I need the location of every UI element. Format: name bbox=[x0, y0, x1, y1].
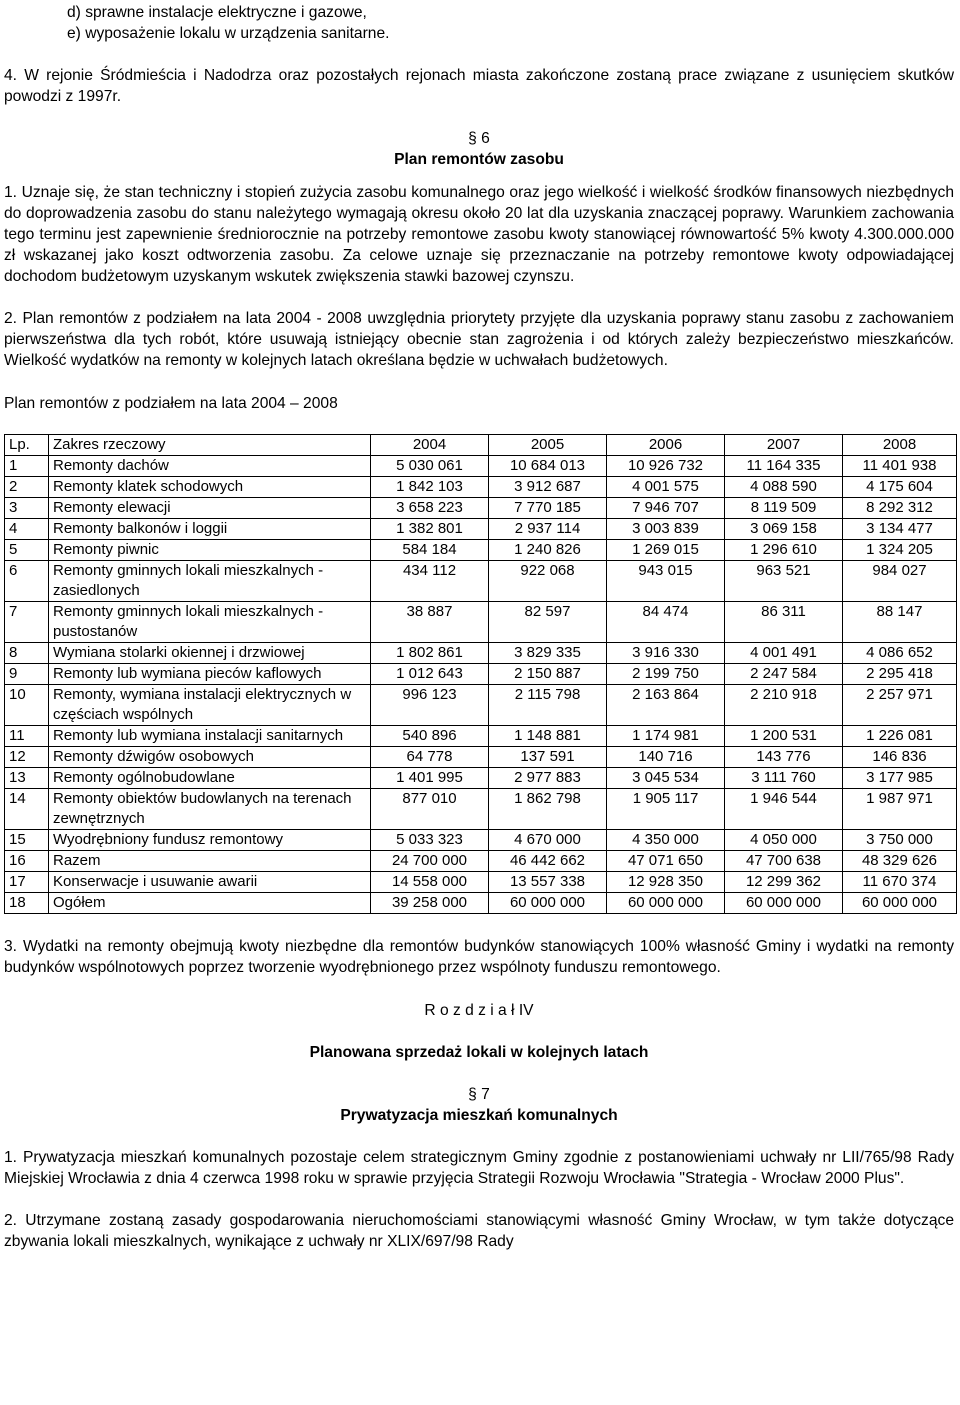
amount-cell: 4 670 000 bbox=[489, 830, 607, 851]
scope-cell: Konserwacje i usuwanie awarii bbox=[49, 872, 371, 893]
amount-cell: 24 700 000 bbox=[371, 851, 489, 872]
row-number-cell: 10 bbox=[5, 685, 49, 726]
document-page bbox=[4, 0, 954, 1252]
amount-cell: 4 050 000 bbox=[725, 830, 843, 851]
amount-cell: 5 033 323 bbox=[371, 830, 489, 851]
chapter-title: Planowana sprzedaż lokali w kolejnych latach bbox=[309, 1044, 649, 1061]
amount-cell: 60 000 000 bbox=[725, 893, 843, 914]
amount-cell: 64 778 bbox=[371, 747, 489, 768]
amount-cell: 2 210 918 bbox=[725, 685, 843, 726]
paragraph-4: 4. W rejonie Śródmieścia i Nadodrza oraz pozostałych rejonach miasta zakończone zostaną prace związane z usunięciem skutków powodzi z 1997r. bbox=[4, 67, 954, 105]
amount-cell: 84 474 bbox=[607, 602, 725, 643]
section-6-paragraph-3: 3. Wydatki na remonty obejmują kwoty niezbędne dla remontów budynków stanowiących 100% własność Gminy i wydatki na remonty budynków wspólnotowych poprzez tworzenie wyodrębnionego przez wspólnoty funduszu remontowego. bbox=[4, 938, 954, 976]
table-row bbox=[5, 664, 957, 685]
chapter-heading: R o z d z i a ł IV bbox=[424, 1002, 534, 1019]
scope-cell: Remonty dachów bbox=[49, 456, 371, 477]
amount-cell: 1 862 798 bbox=[489, 789, 607, 830]
amount-cell: 146 836 bbox=[843, 747, 957, 768]
scope-cell: Remonty, wymiana instalacji elektrycznych w częściach wspólnych bbox=[49, 685, 371, 726]
scope-cell: Ogółem bbox=[49, 893, 371, 914]
amount-cell: 7 946 707 bbox=[607, 498, 725, 519]
amount-cell: 47 071 650 bbox=[607, 851, 725, 872]
row-number-cell: 7 bbox=[5, 602, 49, 643]
amount-cell: 1 296 610 bbox=[725, 540, 843, 561]
row-number-cell: 12 bbox=[5, 747, 49, 768]
table-row bbox=[5, 685, 957, 726]
table-header-row bbox=[5, 435, 957, 456]
row-number-cell: 14 bbox=[5, 789, 49, 830]
row-number-cell: 5 bbox=[5, 540, 49, 561]
table-body bbox=[5, 456, 957, 914]
amount-cell: 12 299 362 bbox=[725, 872, 843, 893]
amount-cell: 2 115 798 bbox=[489, 685, 607, 726]
amount-cell: 39 258 000 bbox=[371, 893, 489, 914]
row-number-cell: 15 bbox=[5, 830, 49, 851]
row-number-cell: 9 bbox=[5, 664, 49, 685]
amount-cell: 2 977 883 bbox=[489, 768, 607, 789]
section-7-paragraph-2: 2. Utrzymane zostaną zasady gospodarowania nieruchomościami stanowiącymi własność Gminy Wrocław, w tym także dotyczące zbywania lokali mieszkalnych, wynikające z uchwały nr XLIX/697/98 Rady bbox=[4, 1212, 954, 1250]
amount-cell: 963 521 bbox=[725, 561, 843, 602]
amount-cell: 140 716 bbox=[607, 747, 725, 768]
amount-cell: 3 658 223 bbox=[371, 498, 489, 519]
scope-cell: Remonty gminnych lokali mieszkalnych - pustostanów bbox=[49, 602, 371, 643]
table-row bbox=[5, 851, 957, 872]
amount-cell: 143 776 bbox=[725, 747, 843, 768]
row-number-cell: 8 bbox=[5, 643, 49, 664]
table-row bbox=[5, 726, 957, 747]
amount-cell: 10 684 013 bbox=[489, 456, 607, 477]
row-number-cell: 16 bbox=[5, 851, 49, 872]
amount-cell: 3 829 335 bbox=[489, 643, 607, 664]
amount-cell: 1 401 995 bbox=[371, 768, 489, 789]
header-year: 2006 bbox=[607, 435, 725, 456]
amount-cell: 3 916 330 bbox=[607, 643, 725, 664]
amount-cell: 60 000 000 bbox=[489, 893, 607, 914]
scope-cell: Remonty balkonów i loggii bbox=[49, 519, 371, 540]
scope-cell: Wymiana stolarki okiennej i drzwiowej bbox=[49, 643, 371, 664]
table-row bbox=[5, 747, 957, 768]
amount-cell: 13 557 338 bbox=[489, 872, 607, 893]
scope-cell: Remonty lub wymiana instalacji sanitarnych bbox=[49, 726, 371, 747]
amount-cell: 11 164 335 bbox=[725, 456, 843, 477]
amount-cell: 47 700 638 bbox=[725, 851, 843, 872]
scope-cell: Remonty gminnych lokali mieszkalnych - zasiedlonych bbox=[49, 561, 371, 602]
row-number-cell: 17 bbox=[5, 872, 49, 893]
header-year: 2008 bbox=[843, 435, 957, 456]
table-row bbox=[5, 602, 957, 643]
row-number-cell: 11 bbox=[5, 726, 49, 747]
amount-cell: 4 088 590 bbox=[725, 477, 843, 498]
header-year: 2005 bbox=[489, 435, 607, 456]
amount-cell: 2 247 584 bbox=[725, 664, 843, 685]
row-number-cell: 6 bbox=[5, 561, 49, 602]
header-scope: Zakres rzeczowy bbox=[49, 435, 371, 456]
amount-cell: 48 329 626 bbox=[843, 851, 957, 872]
amount-cell: 3 912 687 bbox=[489, 477, 607, 498]
amount-cell: 38 887 bbox=[371, 602, 489, 643]
table-row bbox=[5, 561, 957, 602]
row-number-cell: 3 bbox=[5, 498, 49, 519]
amount-cell: 4 086 652 bbox=[843, 643, 957, 664]
amount-cell: 1 269 015 bbox=[607, 540, 725, 561]
amount-cell: 12 928 350 bbox=[607, 872, 725, 893]
amount-cell: 943 015 bbox=[607, 561, 725, 602]
table-row bbox=[5, 830, 957, 851]
amount-cell: 11 670 374 bbox=[843, 872, 957, 893]
scope-cell: Remonty piwnic bbox=[49, 540, 371, 561]
scope-cell: Remonty dźwigów osobowych bbox=[49, 747, 371, 768]
amount-cell: 2 163 864 bbox=[607, 685, 725, 726]
scope-cell: Remonty elewacji bbox=[49, 498, 371, 519]
section-6-paragraph-1: 1. Uznaje się, że stan techniczny i stopień zużycia zasobu komunalnego oraz jego wielkość i wielkość środków finansowych niezbędnych do doprowadzenia zasobu do stanu należytego wymagają okresu około 20 lat dla uzyskania znaczącej poprawy. Warunkiem zachowania tego terminu jest zapewnienie średniorocznie na potrzeby remontowe zasobu kwoty stanowiącej równowartość 5% kwoty 4.300.000.000 zł wskazanej jako koszt odtworzenia zasobu. Za celowe uznaje się przeznaczanie na potrzeby remontowe kwoty odpowiadającej dochodom budżetowym uzyskanym wskutek zwiększenia stawki bazowej czynszu. bbox=[4, 184, 954, 285]
amount-cell: 584 184 bbox=[371, 540, 489, 561]
section-6-title: Plan remontów zasobu bbox=[394, 151, 564, 168]
amount-cell: 7 770 185 bbox=[489, 498, 607, 519]
amount-cell: 8 292 312 bbox=[843, 498, 957, 519]
amount-cell: 877 010 bbox=[371, 789, 489, 830]
amount-cell: 1 240 826 bbox=[489, 540, 607, 561]
amount-cell: 5 030 061 bbox=[371, 456, 489, 477]
table-caption: Plan remontów z podziałem na lata 2004 – 2008 bbox=[4, 395, 338, 412]
list-item: d) sprawne instalacje elektryczne i gazowe, bbox=[67, 4, 367, 21]
row-number-cell: 1 bbox=[5, 456, 49, 477]
amount-cell: 434 112 bbox=[371, 561, 489, 602]
scope-cell: Remonty obiektów budowlanych na terenach zewnętrznych bbox=[49, 789, 371, 830]
amount-cell: 2 150 887 bbox=[489, 664, 607, 685]
amount-cell: 3 045 534 bbox=[607, 768, 725, 789]
amount-cell: 60 000 000 bbox=[843, 893, 957, 914]
amount-cell: 1 946 544 bbox=[725, 789, 843, 830]
amount-cell: 82 597 bbox=[489, 602, 607, 643]
list-item: e) wyposażenie lokalu w urządzenia sanitarne. bbox=[67, 25, 390, 42]
table-row bbox=[5, 643, 957, 664]
amount-cell: 8 119 509 bbox=[725, 498, 843, 519]
scope-cell: Razem bbox=[49, 851, 371, 872]
section-6-number: § 6 bbox=[468, 130, 490, 147]
row-number-cell: 4 bbox=[5, 519, 49, 540]
table-row bbox=[5, 498, 957, 519]
amount-cell: 3 111 760 bbox=[725, 768, 843, 789]
table-row bbox=[5, 768, 957, 789]
amount-cell: 1 148 881 bbox=[489, 726, 607, 747]
amount-cell: 1 987 971 bbox=[843, 789, 957, 830]
amount-cell: 1 802 861 bbox=[371, 643, 489, 664]
amount-cell: 3 003 839 bbox=[607, 519, 725, 540]
header-year: 2007 bbox=[725, 435, 843, 456]
amount-cell: 46 442 662 bbox=[489, 851, 607, 872]
amount-cell: 3 134 477 bbox=[843, 519, 957, 540]
amount-cell: 2 199 750 bbox=[607, 664, 725, 685]
amount-cell: 88 147 bbox=[843, 602, 957, 643]
amount-cell: 922 068 bbox=[489, 561, 607, 602]
scope-cell: Remonty lub wymiana pieców kaflowych bbox=[49, 664, 371, 685]
scope-cell: Wyodrębniony fundusz remontowy bbox=[49, 830, 371, 851]
amount-cell: 3 177 985 bbox=[843, 768, 957, 789]
scope-cell: Remonty ogólnobudowlane bbox=[49, 768, 371, 789]
section-7-number: § 7 bbox=[468, 1086, 490, 1103]
header-year: 2004 bbox=[371, 435, 489, 456]
renovation-plan-table bbox=[4, 434, 957, 914]
row-number-cell: 2 bbox=[5, 477, 49, 498]
amount-cell: 1 842 103 bbox=[371, 477, 489, 498]
section-7-title: Prywatyzacja mieszkań komunalnych bbox=[340, 1107, 618, 1124]
amount-cell: 4 001 575 bbox=[607, 477, 725, 498]
amount-cell: 1 382 801 bbox=[371, 519, 489, 540]
amount-cell: 2 937 114 bbox=[489, 519, 607, 540]
amount-cell: 1 324 205 bbox=[843, 540, 957, 561]
row-number-cell: 13 bbox=[5, 768, 49, 789]
amount-cell: 2 257 971 bbox=[843, 685, 957, 726]
amount-cell: 1 905 117 bbox=[607, 789, 725, 830]
table-row bbox=[5, 789, 957, 830]
amount-cell: 14 558 000 bbox=[371, 872, 489, 893]
amount-cell: 2 295 418 bbox=[843, 664, 957, 685]
section-6-paragraph-2: 2. Plan remontów z podziałem na lata 2004 - 2008 uwzględnia priorytety przyjęte dla uzyskania poprawy stanu zasobu z zachowaniem pierwszeństwa dla tych robót, które usuwają istniejący obecnie stan zagrożenia i od których zależy bezpieczeństwo mieszkańców. Wielkość wydatków na remonty w kolejnych latach określana będzie w uchwałach budżetowych. bbox=[4, 310, 954, 369]
amount-cell: 4 001 491 bbox=[725, 643, 843, 664]
amount-cell: 540 896 bbox=[371, 726, 489, 747]
section-7-paragraph-1: 1. Prywatyzacja mieszkań komunalnych pozostaje celem strategicznym Gminy zgodnie z postanowieniami uchwały nr LII/765/98 Rady Miejskiej Wrocławia z dnia 4 czerwca 1998 roku w sprawie przyjęcia Strategii Rozwoju Wrocławia "Strategia - Wrocław 2000 Plus". bbox=[4, 1149, 954, 1187]
amount-cell: 4 175 604 bbox=[843, 477, 957, 498]
amount-cell: 1 174 981 bbox=[607, 726, 725, 747]
amount-cell: 984 027 bbox=[843, 561, 957, 602]
row-number-cell: 18 bbox=[5, 893, 49, 914]
amount-cell: 86 311 bbox=[725, 602, 843, 643]
scope-cell: Remonty klatek schodowych bbox=[49, 477, 371, 498]
table-row bbox=[5, 872, 957, 893]
table-row bbox=[5, 893, 957, 914]
header-lp: Lp. bbox=[5, 435, 49, 456]
intro-list bbox=[67, 2, 954, 44]
table-row bbox=[5, 456, 957, 477]
amount-cell: 1 200 531 bbox=[725, 726, 843, 747]
amount-cell: 4 350 000 bbox=[607, 830, 725, 851]
table-row bbox=[5, 540, 957, 561]
amount-cell: 3 750 000 bbox=[843, 830, 957, 851]
table-row bbox=[5, 519, 957, 540]
amount-cell: 3 069 158 bbox=[725, 519, 843, 540]
amount-cell: 60 000 000 bbox=[607, 893, 725, 914]
amount-cell: 996 123 bbox=[371, 685, 489, 726]
amount-cell: 10 926 732 bbox=[607, 456, 725, 477]
amount-cell: 11 401 938 bbox=[843, 456, 957, 477]
amount-cell: 1 012 643 bbox=[371, 664, 489, 685]
table-row bbox=[5, 477, 957, 498]
amount-cell: 137 591 bbox=[489, 747, 607, 768]
amount-cell: 1 226 081 bbox=[843, 726, 957, 747]
